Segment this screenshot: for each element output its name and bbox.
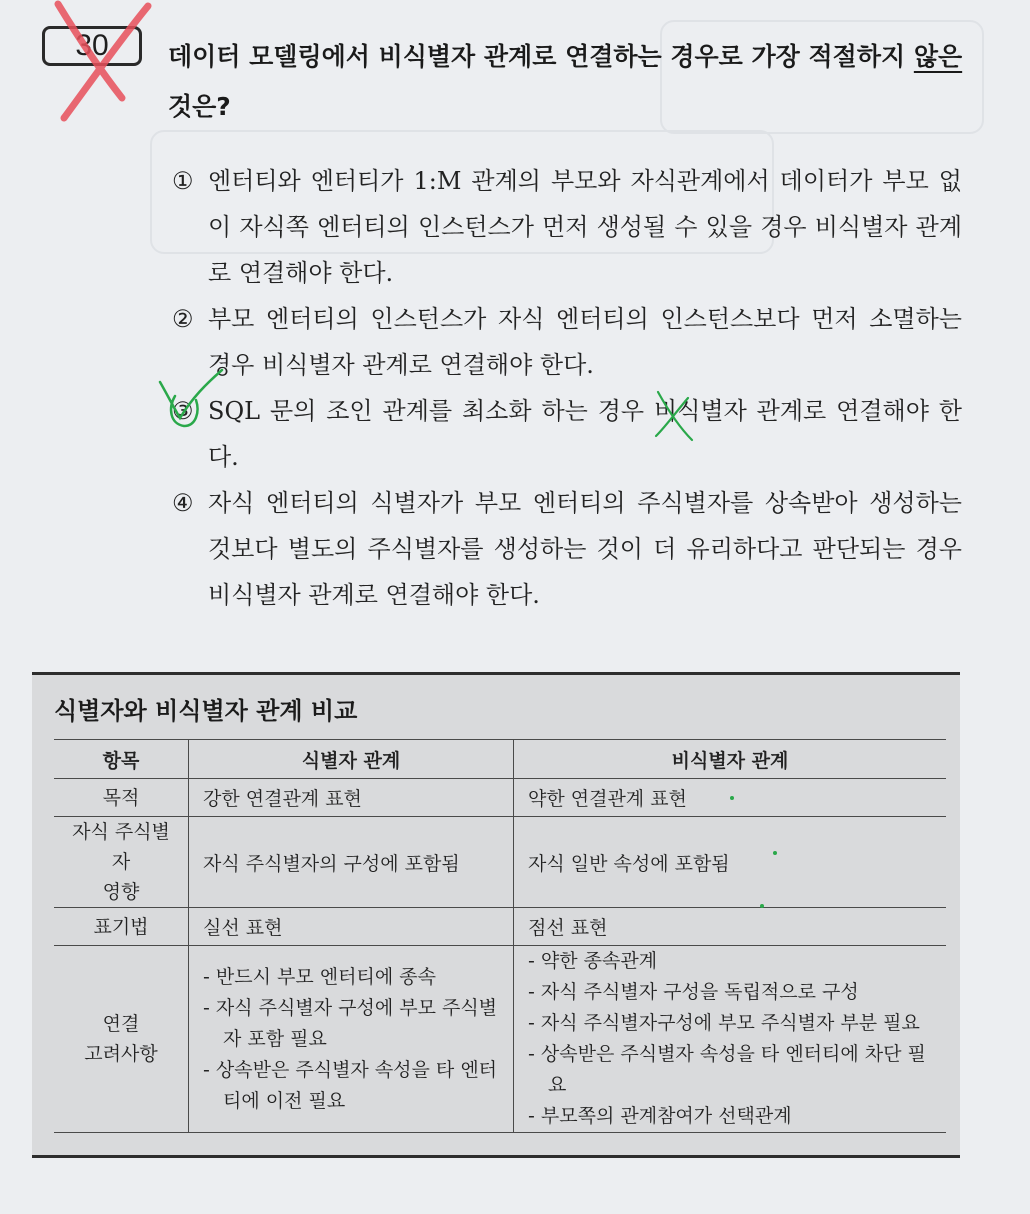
list-item: - 부모쪽의 관계참여가 선택관계 — [528, 1101, 932, 1132]
list-item: - 반드시 부모 엔터티에 종속 — [203, 962, 499, 993]
option-number: ② — [172, 305, 194, 333]
header-non-identifying: 비식별자 관계 — [514, 740, 947, 779]
row-item — [54, 946, 189, 1133]
answer-options — [172, 158, 962, 618]
identifying-cell: 강한 연결관계 표현 — [189, 779, 514, 817]
option-text: 엔터티와 엔터티가 1:M 관계의 부모와 자식관계에서 데이터가 부모 없이 자식쪽 엔터티의 인스턴스가 먼저 생성될 수 있을 경우 비식별자 관계로 연결해야 한다. — [208, 167, 962, 287]
question-title — [168, 32, 968, 132]
non-identifying-cell — [514, 946, 947, 1133]
option-number: ③ — [172, 397, 194, 425]
question-title-underlined: 않은 — [913, 42, 963, 71]
list-item: - 상속받은 주식별자 속성을 타 엔터티에 차단 필요 — [528, 1039, 932, 1101]
table-header-row — [54, 740, 946, 779]
row-item: 표기법 — [54, 908, 189, 946]
question-number-badge — [42, 26, 142, 66]
option-4 — [172, 480, 962, 618]
comparison-box — [32, 672, 960, 1158]
option-1 — [172, 158, 962, 296]
table-row — [54, 908, 946, 946]
non-identifying-cell: 점선 표현 — [514, 908, 947, 946]
row-item — [54, 817, 189, 908]
option-text: 자식 엔터티의 식별자가 부모 엔터티의 주식별자를 상속받아 생성하는 것보다 별도의 주식별자를 생성하는 것이 더 유리하다고 판단되는 경우 비식별자 관계로 연결해야 한다. — [208, 489, 962, 609]
comparison-title: 식별자와 비식별자 관계 비교 — [54, 697, 358, 725]
table-row — [54, 946, 946, 1133]
identifying-cell — [189, 946, 514, 1133]
header-item: 항목 — [54, 740, 189, 779]
row-item-line: 자식 주식별자 — [72, 821, 170, 873]
list-item: - 상속받은 주식별자 속성을 타 엔터티에 이전 필요 — [203, 1055, 499, 1117]
row-item: 목적 — [54, 779, 189, 817]
header-identifying: 식별자 관계 — [189, 740, 514, 779]
list-item: - 자식 주식별자구성에 부모 주식별자 부분 필요 — [528, 1008, 932, 1039]
option-number: ④ — [172, 489, 194, 517]
row-item-line: 연결 — [102, 1013, 140, 1035]
identifying-cell: 자식 주식별자의 구성에 포함됨 — [189, 817, 514, 908]
row-item-line: 영향 — [102, 881, 140, 903]
non-identifying-cell: 자식 일반 속성에 포함됨 — [514, 817, 947, 908]
table-row — [54, 817, 946, 908]
non-identifying-cell: 약한 연결관계 표현 — [514, 779, 947, 817]
non-identifying-list — [528, 946, 932, 1132]
list-item: - 자식 주식별자 구성을 독립적으로 구성 — [528, 977, 932, 1008]
option-text: 부모 엔터티의 인스턴스가 자식 엔터티의 인스턴스보다 먼저 소멸하는 경우 비식별자 관계로 연결해야 한다. — [208, 305, 962, 379]
option-number: ① — [172, 167, 194, 195]
option-3 — [172, 388, 962, 480]
identifying-list — [203, 962, 499, 1117]
row-item-line: 고려사항 — [84, 1043, 158, 1065]
table-row — [54, 779, 946, 817]
identifying-cell: 실선 표현 — [189, 908, 514, 946]
list-item: - 자식 주식별자 구성에 부모 주식별자 포함 필요 — [203, 993, 499, 1055]
option-2 — [172, 296, 962, 388]
comparison-table — [54, 739, 946, 1133]
question-title-end: 것은? — [168, 92, 231, 121]
option-text: SQL 문의 조인 관계를 최소화 하는 경우 비식별자 관계로 연결해야 한다. — [208, 397, 962, 471]
question-number: 30 — [75, 29, 109, 62]
question-title-main: 데이터 모델링에서 비식별자 관계로 연결하는 경우로 가장 적절하지 — [168, 42, 914, 71]
list-item: - 약한 종속관계 — [528, 946, 932, 977]
